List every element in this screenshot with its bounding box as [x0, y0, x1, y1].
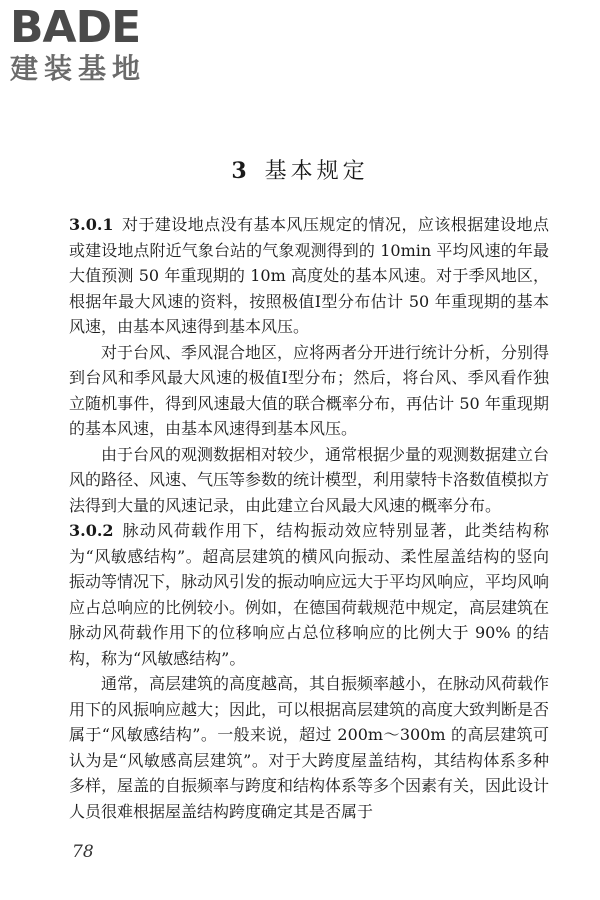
chapter-heading — [0, 154, 600, 185]
paragraph-text: 通常，高层建筑的高度越高，其自振频率越小，在脉动风荷载作用下的风振响应越大；因此，可以根据高层建筑的高度大致判断是否属于“风敏感结构”。一般来说，超过 200m～300m 的高层建筑可认为是“风敏感高层建筑”。对于大跨度屋盖结构，其结构体系多种多样，屋盖的自振频率与跨度和结构体系等多个因素有关，因此设计人员很难根据屋盖结构跨度确定其是否属于 — [69, 674, 550, 821]
paragraph-typhoon-simulation — [69, 442, 549, 519]
logo-brand-text: BADE — [10, 2, 141, 53]
page-number: 78 — [72, 842, 94, 862]
paragraph-3-0-1 — [69, 212, 549, 340]
document-body — [69, 212, 549, 824]
paragraph-typhoon-monsoon — [69, 340, 549, 442]
paragraph-text: 对于台风、季风混合地区，应将两者分开进行统计分析，分别得到台风和季风最大风速的极值Ⅰ型分布；然后，将台风、季风看作独立随机事件，得到风速最大值的联合概率分布，再估计 50 年重现期的基本风速，由基本风速得到基本风压。 — [69, 342, 550, 438]
chapter-title-text: 基本规定 — [264, 159, 369, 184]
logo-subtitle-text: 建装基地 — [10, 52, 147, 85]
clause-number: 3.0.1 — [69, 215, 114, 234]
brand-logo — [10, 2, 180, 86]
paragraph-building-height — [69, 671, 549, 824]
paragraph-text: 由于台风的观测数据相对较少，通常根据少量的观测数据建立台风的路径、风速、气压等参数的统计模型，利用蒙特卡洛数值模拟方法得到大量的风速记录，由此建立台风最大风速的概率分布。 — [69, 444, 550, 515]
paragraph-text: 对于建设地点没有基本风压规定的情况，应该根据建设地点或建设地点附近气象台站的气象观测得到的 10min 平均风速的年最大值预测 50 年重现期的 10m 高度处的基本风速。对于季风地区，根据年最大风速的资料，按照极值Ⅰ型分布估计 50 年重现期的基本风速，由基本风速得到基本风压。 — [69, 215, 549, 336]
paragraph-3-0-2 — [69, 518, 549, 671]
chapter-number: 3 — [231, 158, 251, 184]
clause-number: 3.0.2 — [69, 521, 114, 540]
paragraph-text: 脉动风荷载作用下，结构振动效应特别显著，此类结构称为“风敏感结构”。超高层建筑的横风向振动、柔性屋盖结构的竖向振动等情况下，脉动风引发的振动响应远大于平均风响应，平均风响应占总响应的比例较小。例如，在德国荷载规范中规定，高层建筑在脉动风荷载作用下的位移响应占总位移响应的比例大于 90% 的结构，称为“风敏感结构”。 — [69, 521, 550, 668]
